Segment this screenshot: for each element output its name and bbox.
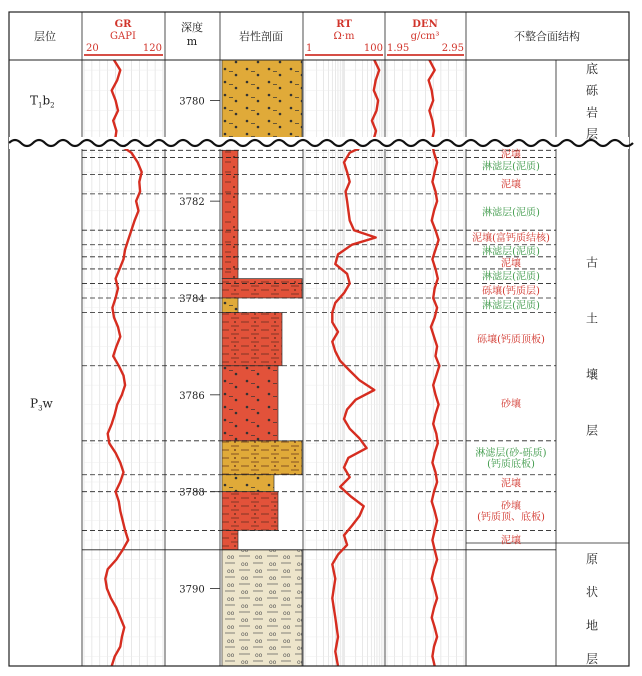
class-char-1-2: 壤: [585, 367, 599, 382]
class-labels: [586, 61, 599, 666]
gr-curve-top: [112, 60, 121, 142]
lith-header: 岩性剖面: [239, 30, 283, 43]
den-unit: g/cm³: [410, 31, 440, 42]
rt-name: RT: [336, 19, 352, 30]
struct-label-6-0: 泥壤: [501, 258, 521, 270]
den-curve-bottom: [431, 142, 440, 666]
class-char-2-2: 地: [585, 618, 599, 633]
lith-pattern-2: [222, 279, 302, 298]
struct-header: 不整合面结构: [514, 30, 580, 43]
class-char-2-0: 原: [585, 551, 599, 566]
struct-label-10-0: 砾壤(钙质顶板): [477, 334, 545, 346]
struct-label-7-0: 淋滤层(泥质): [482, 271, 540, 283]
depth-label-3: 3786: [179, 390, 205, 402]
struct-label-11-0: 砂壤: [501, 398, 521, 410]
depth-label-5: 3790: [179, 584, 205, 596]
struct-label-4-0: 泥壤(富钙质结核): [472, 232, 550, 244]
lithology-column: [222, 60, 302, 666]
class-char-2-1: 状: [585, 585, 599, 600]
struct-label-12-1: (钙质底板): [487, 458, 535, 470]
lith-pattern-8: [222, 492, 278, 531]
class-char-0-3: 层: [585, 126, 599, 141]
struct-label-5-0: 淋滤层(泥质): [482, 246, 540, 258]
gr-max: 120: [142, 43, 162, 54]
rt-unit: Ω·m: [333, 31, 355, 42]
lith-pattern-7: [222, 475, 274, 492]
class-char-0-2: 岩: [585, 105, 599, 120]
depth-scale: [179, 96, 220, 595]
formation-label-1: $P_3w$: [30, 396, 53, 413]
class-char-0-1: 砾: [585, 83, 599, 98]
gr-unit: GAPI: [110, 31, 136, 42]
lith-pattern-1: [222, 150, 238, 278]
struct-label-12-0: 淋滤层(砂-砾质): [475, 447, 547, 459]
den-min: 1.95: [387, 43, 410, 54]
depth-label-1: 3782: [179, 197, 205, 209]
lith-pattern-6: [222, 441, 302, 475]
gr-name: GR: [114, 19, 132, 30]
lith-pattern-4: [222, 313, 282, 366]
class-char-1-1: 土: [585, 311, 599, 326]
header-row: [34, 19, 580, 55]
den-curve-top: [429, 60, 435, 142]
struct-label-14-0: 砂壤: [501, 501, 521, 513]
unconformity-line: [9, 137, 633, 149]
struct-label-15-0: 泥壤: [501, 535, 521, 547]
lith-pattern-5: [222, 366, 278, 441]
lith-pattern-3: [222, 298, 238, 313]
depth-unit: m: [186, 35, 198, 48]
rt-max: 100: [363, 43, 383, 54]
formation-label-0: $T_1b_2$: [30, 93, 55, 110]
struct-label-1-0: 淋滤层(泥质): [482, 161, 540, 173]
header-layer: 层位: [34, 30, 56, 43]
struct-label-3-0: 淋滤层(泥质): [482, 207, 540, 219]
rt-min: 1: [306, 43, 313, 54]
depth-label-0: 3780: [179, 96, 205, 108]
depth-name: 深度: [181, 21, 203, 34]
struct-label-8-0: 砾壤(钙质层): [482, 286, 540, 298]
class-char-0-0: 底: [585, 62, 599, 76]
gr-min: 20: [86, 43, 99, 54]
rt-curve-bottom: [332, 142, 375, 666]
lith-pattern-0: [222, 60, 302, 141]
lith-pattern-10: [222, 550, 302, 666]
structure-labels: [472, 147, 550, 546]
den-max: 2.95: [441, 43, 464, 54]
rt-curve-top: [372, 60, 379, 142]
struct-label-14-1: (钙质顶、底板): [477, 512, 545, 524]
den-name: DEN: [412, 19, 438, 30]
struct-label-13-0: 泥壤: [501, 478, 521, 490]
struct-label-0-0: 泥壤: [501, 149, 521, 161]
struct-label-9-0: 淋滤层(泥质): [482, 300, 540, 312]
struct-label-2-0: 泥壤: [501, 179, 521, 191]
class-char-1-0: 古: [585, 255, 599, 270]
depth-label-4: 3788: [179, 487, 205, 499]
lith-pattern-9: [222, 530, 238, 549]
class-char-1-3: 层: [585, 423, 599, 438]
class-char-2-3: 层: [585, 652, 599, 666]
depth-label-2: 3784: [179, 293, 205, 305]
